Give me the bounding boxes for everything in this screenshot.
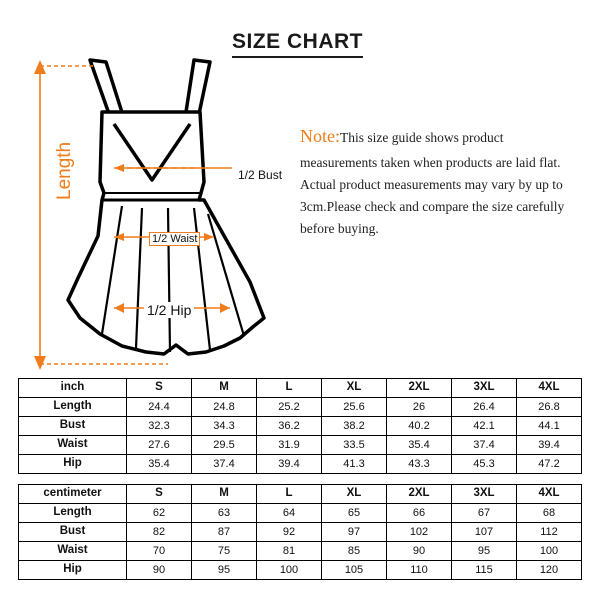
cell: 26 [387,398,452,417]
column-header: S [127,379,192,398]
cell: 90 [127,561,192,580]
cell: 33.5 [322,436,387,455]
column-header: S [127,485,192,504]
column-header: 4XL [517,379,582,398]
table-header-row [19,379,582,398]
table-row [19,436,582,455]
cell: 115 [452,561,517,580]
cell: 39.4 [517,436,582,455]
cell: 24.8 [192,398,257,417]
column-header: L [257,485,322,504]
cell: 75 [192,542,257,561]
page-title: SIZE CHART [232,30,363,58]
cell: 41.3 [322,455,387,474]
cell: 47.2 [517,455,582,474]
table-row [19,523,582,542]
column-header: 3XL [452,379,517,398]
cell: 40.2 [387,417,452,436]
column-header: 3XL [452,485,517,504]
row-label: Length [19,398,127,417]
label-half-bust: 1/2 Bust [238,168,283,182]
unit-header: centimeter [19,485,127,504]
cell: 37.4 [192,455,257,474]
cell: 29.5 [192,436,257,455]
cell: 105 [322,561,387,580]
row-label: Waist [19,436,127,455]
cell: 100 [257,561,322,580]
cell: 45.3 [452,455,517,474]
cell: 82 [127,523,192,542]
label-half-hip: 1/2 Hip [144,302,194,318]
column-header: L [257,379,322,398]
cell: 87 [192,523,257,542]
cell: 38.2 [322,417,387,436]
cell: 95 [452,542,517,561]
row-label: Waist [19,542,127,561]
label-length: Length [54,141,75,200]
cell: 67 [452,504,517,523]
cell: 120 [517,561,582,580]
row-label: Hip [19,561,127,580]
cell: 102 [387,523,452,542]
column-header: XL [322,485,387,504]
cell: 43.3 [387,455,452,474]
cell: 42.1 [452,417,517,436]
column-header: 4XL [517,485,582,504]
table-row [19,542,582,561]
cell: 36.2 [257,417,322,436]
size-table-inch [18,378,582,474]
cell: 37.4 [452,436,517,455]
cell: 90 [387,542,452,561]
cell: 100 [517,542,582,561]
cell: 24.4 [127,398,192,417]
cell: 66 [387,504,452,523]
table-row [19,455,582,474]
cell: 39.4 [257,455,322,474]
table-row [19,398,582,417]
cell: 81 [257,542,322,561]
cell: 68 [517,504,582,523]
cell: 92 [257,523,322,542]
cell: 85 [322,542,387,561]
cell: 32.3 [127,417,192,436]
cell: 35.4 [127,455,192,474]
note-block [300,122,582,241]
column-header: 2XL [387,379,452,398]
size-table-centimeter [18,484,582,580]
table-header-row [19,485,582,504]
note-heading: Note: [300,126,340,146]
row-label: Hip [19,455,127,474]
column-header: XL [322,379,387,398]
row-label: Bust [19,417,127,436]
dress-illustration-svg [18,50,288,370]
cell: 70 [127,542,192,561]
column-header: M [192,485,257,504]
cell: 110 [387,561,452,580]
label-half-waist: 1/2 Waist [149,232,200,246]
unit-header: inch [19,379,127,398]
table-row [19,504,582,523]
cell: 27.6 [127,436,192,455]
cell: 64 [257,504,322,523]
cell: 97 [322,523,387,542]
column-header: 2XL [387,485,452,504]
cell: 34.3 [192,417,257,436]
cell: 107 [452,523,517,542]
cell: 25.6 [322,398,387,417]
cell: 35.4 [387,436,452,455]
note-body: This size guide shows product measurements taken when products are laid flat. Actual product measurements may vary by up to 3cm.Please check and compare the size carefully before buying. [300,130,565,237]
cell: 65 [322,504,387,523]
table-row [19,417,582,436]
cell: 31.9 [257,436,322,455]
cell: 26.4 [452,398,517,417]
cell: 26.8 [517,398,582,417]
cell: 112 [517,523,582,542]
table-row [19,561,582,580]
cell: 63 [192,504,257,523]
row-label: Length [19,504,127,523]
row-label: Bust [19,523,127,542]
cell: 95 [192,561,257,580]
dress-diagram [18,50,288,370]
column-header: M [192,379,257,398]
cell: 62 [127,504,192,523]
cell: 25.2 [257,398,322,417]
cell: 44.1 [517,417,582,436]
